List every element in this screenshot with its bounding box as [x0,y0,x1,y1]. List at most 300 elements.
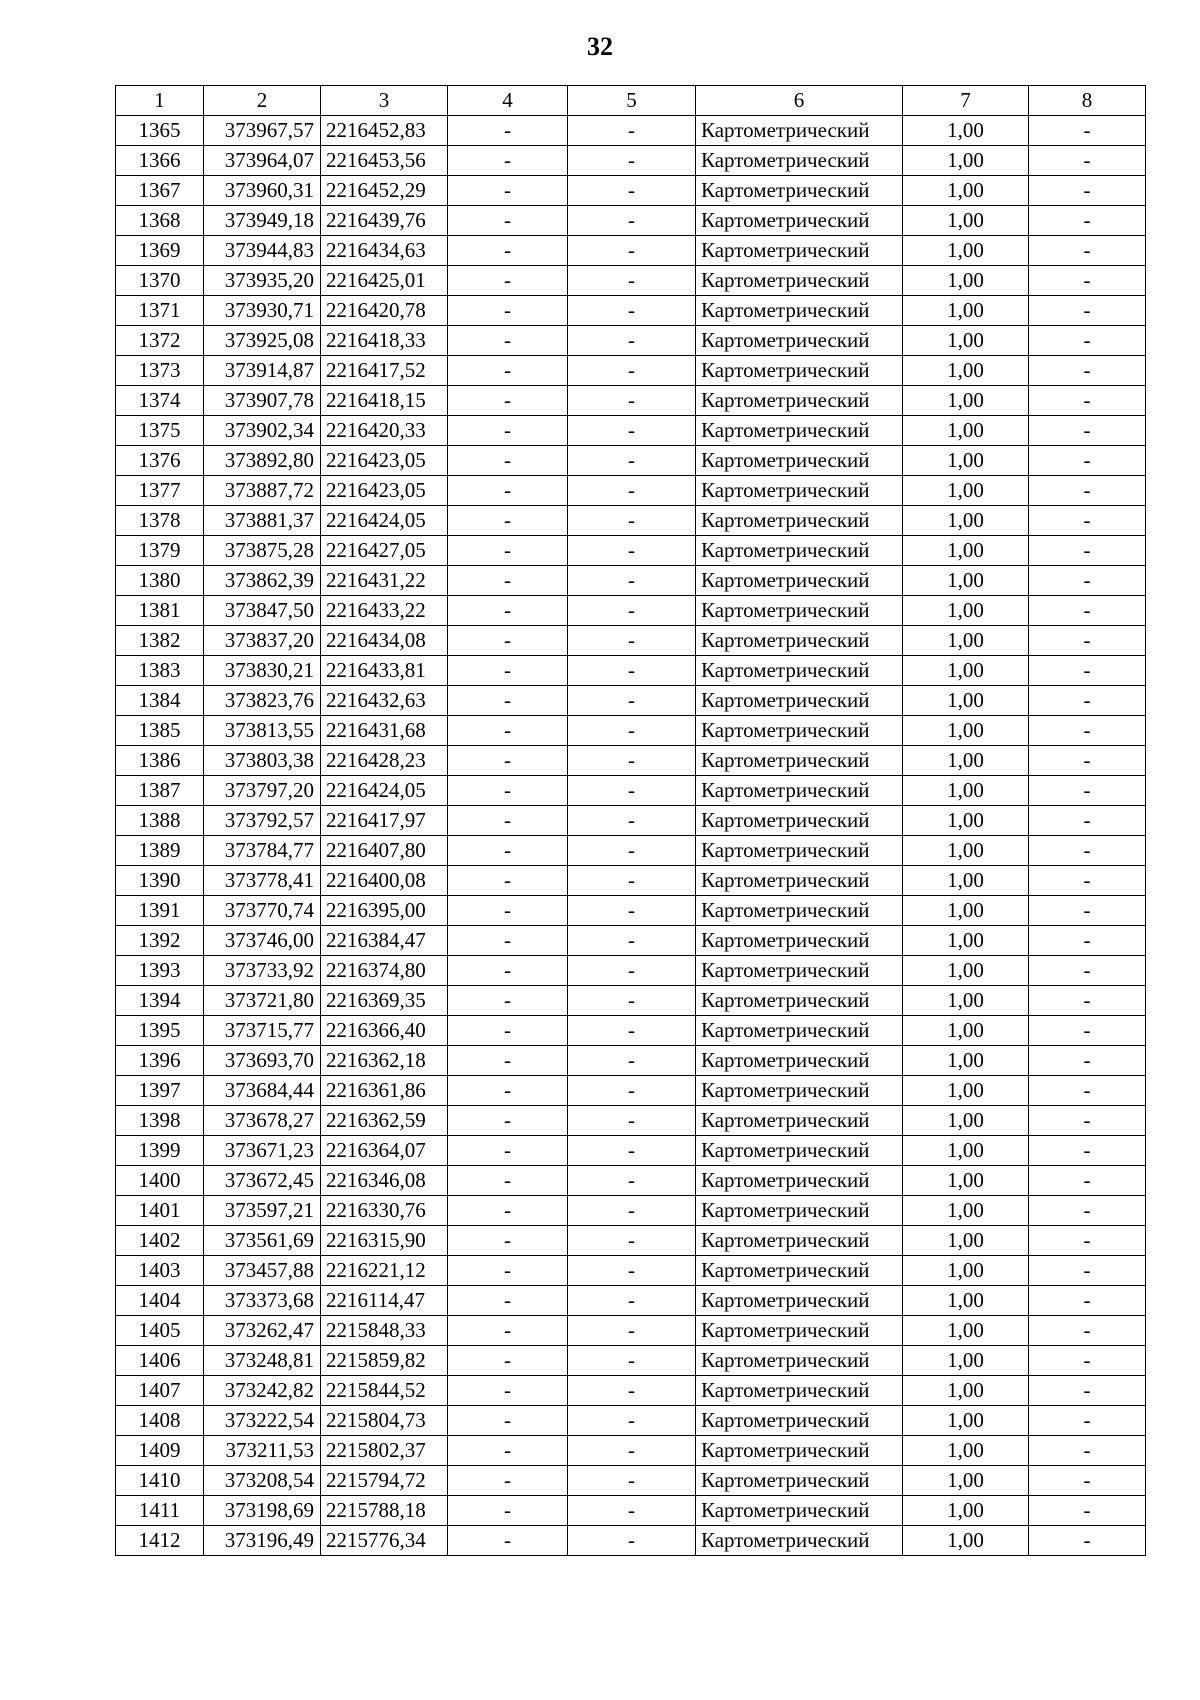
col4-cell: - [448,866,568,896]
x-coordinate-cell: 373792,57 [204,806,321,836]
col4-cell: - [448,1076,568,1106]
method-cell: Картометрический [696,1346,903,1376]
table-row [116,1406,1146,1436]
x-coordinate-cell: 373248,81 [204,1346,321,1376]
point-number-cell: 1375 [116,416,204,446]
col4-cell: - [448,1376,568,1406]
accuracy-cell: 1,00 [903,896,1029,926]
y-coordinate-cell: 2216424,05 [321,506,448,536]
table-row [116,1106,1146,1136]
x-coordinate-cell: 373242,82 [204,1376,321,1406]
point-number-cell: 1389 [116,836,204,866]
table-row [116,1256,1146,1286]
col8-cell: - [1029,1526,1146,1556]
method-cell: Картометрический [696,386,903,416]
col4-cell: - [448,1046,568,1076]
method-cell: Картометрический [696,656,903,686]
col4-cell: - [448,446,568,476]
method-cell: Картометрический [696,266,903,296]
col4-cell: - [448,146,568,176]
x-coordinate-cell: 373887,72 [204,476,321,506]
method-cell: Картометрический [696,1226,903,1256]
point-number-cell: 1373 [116,356,204,386]
y-coordinate-cell: 2216453,56 [321,146,448,176]
point-number-cell: 1371 [116,296,204,326]
point-number-cell: 1366 [116,146,204,176]
col5-cell: - [568,1526,696,1556]
col5-cell: - [568,626,696,656]
point-number-cell: 1390 [116,866,204,896]
x-coordinate-cell: 373778,41 [204,866,321,896]
accuracy-cell: 1,00 [903,716,1029,746]
y-coordinate-cell: 2216420,33 [321,416,448,446]
x-coordinate-cell: 373830,21 [204,656,321,686]
table-row [116,896,1146,926]
accuracy-cell: 1,00 [903,1136,1029,1166]
col5-cell: - [568,1166,696,1196]
x-coordinate-cell: 373457,88 [204,1256,321,1286]
col5-cell: - [568,1256,696,1286]
col5-cell: - [568,896,696,926]
col4-cell: - [448,266,568,296]
y-coordinate-cell: 2216439,76 [321,206,448,236]
x-coordinate-cell: 373222,54 [204,1406,321,1436]
col5-cell: - [568,536,696,566]
method-cell: Картометрический [696,686,903,716]
table-row [116,1436,1146,1466]
x-coordinate-cell: 373964,07 [204,146,321,176]
y-coordinate-cell: 2216433,81 [321,656,448,686]
x-coordinate-cell: 373561,69 [204,1226,321,1256]
table-row [116,1346,1146,1376]
table-row [116,776,1146,806]
col5-cell: - [568,476,696,506]
col4-cell: - [448,686,568,716]
point-number-cell: 1403 [116,1256,204,1286]
accuracy-cell: 1,00 [903,266,1029,296]
col4-cell: - [448,476,568,506]
accuracy-cell: 1,00 [903,1316,1029,1346]
y-coordinate-cell: 2216452,29 [321,176,448,206]
col4-cell: - [448,416,568,446]
point-number-cell: 1369 [116,236,204,266]
table-row [116,1526,1146,1556]
col4-cell: - [448,296,568,326]
point-number-cell: 1408 [116,1406,204,1436]
col8-cell: - [1029,236,1146,266]
col5-cell: - [568,326,696,356]
method-cell: Картометрический [696,1526,903,1556]
col8-cell: - [1029,416,1146,446]
header-cell: 8 [1029,86,1146,116]
accuracy-cell: 1,00 [903,1526,1029,1556]
method-cell: Картометрический [696,1286,903,1316]
point-number-cell: 1383 [116,656,204,686]
y-coordinate-cell: 2216423,05 [321,476,448,506]
col8-cell: - [1029,386,1146,416]
x-coordinate-cell: 373892,80 [204,446,321,476]
y-coordinate-cell: 2216364,07 [321,1136,448,1166]
col8-cell: - [1029,266,1146,296]
col8-cell: - [1029,686,1146,716]
col4-cell: - [448,236,568,266]
accuracy-cell: 1,00 [903,746,1029,776]
col4-cell: - [448,836,568,866]
col8-cell: - [1029,356,1146,386]
col5-cell: - [568,956,696,986]
col5-cell: - [568,1286,696,1316]
x-coordinate-cell: 373914,87 [204,356,321,386]
point-number-cell: 1391 [116,896,204,926]
col4-cell: - [448,806,568,836]
col5-cell: - [568,1496,696,1526]
col4-cell: - [448,656,568,686]
table-row [116,1046,1146,1076]
col8-cell: - [1029,1376,1146,1406]
x-coordinate-cell: 373944,83 [204,236,321,266]
col4-cell: - [448,1106,568,1136]
col4-cell: - [448,1196,568,1226]
accuracy-cell: 1,00 [903,506,1029,536]
table-row [116,1376,1146,1406]
table-row [116,176,1146,206]
table-row [116,506,1146,536]
y-coordinate-cell: 2216432,63 [321,686,448,716]
col8-cell: - [1029,1256,1146,1286]
point-number-cell: 1381 [116,596,204,626]
accuracy-cell: 1,00 [903,446,1029,476]
col4-cell: - [448,1226,568,1256]
method-cell: Картометрический [696,896,903,926]
point-number-cell: 1398 [116,1106,204,1136]
method-cell: Картометрический [696,1136,903,1166]
col5-cell: - [568,1076,696,1106]
col5-cell: - [568,686,696,716]
col4-cell: - [448,536,568,566]
table-row [116,116,1146,146]
col5-cell: - [568,776,696,806]
table-header [116,86,1146,116]
table-row [116,1466,1146,1496]
table-row [116,1166,1146,1196]
y-coordinate-cell: 2216434,63 [321,236,448,266]
x-coordinate-cell: 373960,31 [204,176,321,206]
col8-cell: - [1029,1436,1146,1466]
y-coordinate-cell: 2216417,52 [321,356,448,386]
y-coordinate-cell: 2215859,82 [321,1346,448,1376]
y-coordinate-cell: 2216407,80 [321,836,448,866]
col4-cell: - [448,1286,568,1316]
y-coordinate-cell: 2216427,05 [321,536,448,566]
point-number-cell: 1376 [116,446,204,476]
col8-cell: - [1029,596,1146,626]
header-cell: 2 [204,86,321,116]
y-coordinate-cell: 2216362,18 [321,1046,448,1076]
col5-cell: - [568,566,696,596]
x-coordinate-cell: 373907,78 [204,386,321,416]
col5-cell: - [568,176,696,206]
coordinates-table [115,85,1146,1556]
page-number: 32 [587,32,613,61]
y-coordinate-cell: 2216420,78 [321,296,448,326]
accuracy-cell: 1,00 [903,236,1029,266]
accuracy-cell: 1,00 [903,116,1029,146]
accuracy-cell: 1,00 [903,1046,1029,1076]
y-coordinate-cell: 2216361,86 [321,1076,448,1106]
table-row [116,1016,1146,1046]
accuracy-cell: 1,00 [903,536,1029,566]
table-row [116,206,1146,236]
method-cell: Картометрический [696,1046,903,1076]
col8-cell: - [1029,866,1146,896]
col4-cell: - [448,1256,568,1286]
col5-cell: - [568,446,696,476]
col4-cell: - [448,1166,568,1196]
col8-cell: - [1029,1046,1146,1076]
col5-cell: - [568,1226,696,1256]
point-number-cell: 1379 [116,536,204,566]
col8-cell: - [1029,1406,1146,1436]
accuracy-cell: 1,00 [903,1196,1029,1226]
x-coordinate-cell: 373784,77 [204,836,321,866]
method-cell: Картометрический [696,1196,903,1226]
y-coordinate-cell: 2216452,83 [321,116,448,146]
accuracy-cell: 1,00 [903,386,1029,416]
accuracy-cell: 1,00 [903,836,1029,866]
col8-cell: - [1029,566,1146,596]
method-cell: Картометрический [696,746,903,776]
method-cell: Картометрический [696,476,903,506]
accuracy-cell: 1,00 [903,1166,1029,1196]
col5-cell: - [568,506,696,536]
point-number-cell: 1410 [116,1466,204,1496]
col4-cell: - [448,116,568,146]
col5-cell: - [568,656,696,686]
point-number-cell: 1374 [116,386,204,416]
accuracy-cell: 1,00 [903,566,1029,596]
method-cell: Картометрический [696,416,903,446]
col5-cell: - [568,866,696,896]
y-coordinate-cell: 2215804,73 [321,1406,448,1436]
point-number-cell: 1401 [116,1196,204,1226]
col4-cell: - [448,206,568,236]
col5-cell: - [568,116,696,146]
accuracy-cell: 1,00 [903,626,1029,656]
table-row [116,266,1146,296]
x-coordinate-cell: 373693,70 [204,1046,321,1076]
col4-cell: - [448,176,568,206]
method-cell: Картометрический [696,926,903,956]
x-coordinate-cell: 373208,54 [204,1466,321,1496]
col8-cell: - [1029,176,1146,206]
method-cell: Картометрический [696,986,903,1016]
col4-cell: - [448,926,568,956]
col4-cell: - [448,896,568,926]
accuracy-cell: 1,00 [903,866,1029,896]
accuracy-cell: 1,00 [903,596,1029,626]
table-row [116,866,1146,896]
method-cell: Картометрический [696,1076,903,1106]
col4-cell: - [448,776,568,806]
col4-cell: - [448,626,568,656]
col8-cell: - [1029,656,1146,686]
x-coordinate-cell: 373262,47 [204,1316,321,1346]
y-coordinate-cell: 2216221,12 [321,1256,448,1286]
col8-cell: - [1029,446,1146,476]
method-cell: Картометрический [696,866,903,896]
y-coordinate-cell: 2216330,76 [321,1196,448,1226]
col8-cell: - [1029,776,1146,806]
point-number-cell: 1406 [116,1346,204,1376]
col4-cell: - [448,596,568,626]
method-cell: Картометрический [696,116,903,146]
col8-cell: - [1029,326,1146,356]
point-number-cell: 1399 [116,1136,204,1166]
y-coordinate-cell: 2216369,35 [321,986,448,1016]
point-number-cell: 1411 [116,1496,204,1526]
table-row [116,446,1146,476]
y-coordinate-cell: 2215844,52 [321,1376,448,1406]
table-row [116,476,1146,506]
method-cell: Картометрический [696,1376,903,1406]
col4-cell: - [448,1316,568,1346]
col5-cell: - [568,236,696,266]
accuracy-cell: 1,00 [903,1346,1029,1376]
point-number-cell: 1365 [116,116,204,146]
method-cell: Картометрический [696,1466,903,1496]
col5-cell: - [568,206,696,236]
point-number-cell: 1387 [116,776,204,806]
col4-cell: - [448,1466,568,1496]
table-row [116,746,1146,776]
col8-cell: - [1029,716,1146,746]
col5-cell: - [568,1406,696,1436]
header-cell: 4 [448,86,568,116]
col5-cell: - [568,716,696,746]
y-coordinate-cell: 2216362,59 [321,1106,448,1136]
point-number-cell: 1395 [116,1016,204,1046]
table-body [116,116,1146,1556]
table-row [116,836,1146,866]
accuracy-cell: 1,00 [903,1286,1029,1316]
x-coordinate-cell: 373875,28 [204,536,321,566]
col8-cell: - [1029,116,1146,146]
accuracy-cell: 1,00 [903,1376,1029,1406]
accuracy-cell: 1,00 [903,326,1029,356]
col5-cell: - [568,1466,696,1496]
accuracy-cell: 1,00 [903,686,1029,716]
x-coordinate-cell: 373813,55 [204,716,321,746]
header-cell: 3 [321,86,448,116]
col4-cell: - [448,1406,568,1436]
col5-cell: - [568,1346,696,1376]
col8-cell: - [1029,146,1146,176]
col8-cell: - [1029,1286,1146,1316]
col5-cell: - [568,746,696,776]
col8-cell: - [1029,896,1146,926]
point-number-cell: 1378 [116,506,204,536]
method-cell: Картометрический [696,566,903,596]
method-cell: Картометрический [696,596,903,626]
y-coordinate-cell: 2216418,33 [321,326,448,356]
method-cell: Картометрический [696,1256,903,1286]
point-number-cell: 1367 [116,176,204,206]
accuracy-cell: 1,00 [903,1406,1029,1436]
method-cell: Картометрический [696,176,903,206]
col4-cell: - [448,386,568,416]
method-cell: Картометрический [696,776,903,806]
y-coordinate-cell: 2216433,22 [321,596,448,626]
accuracy-cell: 1,00 [903,476,1029,506]
method-cell: Картометрический [696,956,903,986]
col4-cell: - [448,566,568,596]
method-cell: Картометрический [696,146,903,176]
col8-cell: - [1029,1466,1146,1496]
y-coordinate-cell: 2216431,68 [321,716,448,746]
point-number-cell: 1388 [116,806,204,836]
col8-cell: - [1029,1016,1146,1046]
table-row [116,1196,1146,1226]
accuracy-cell: 1,00 [903,1496,1029,1526]
y-coordinate-cell: 2215776,34 [321,1526,448,1556]
col4-cell: - [448,956,568,986]
table-row [116,536,1146,566]
y-coordinate-cell: 2215802,37 [321,1436,448,1466]
col8-cell: - [1029,806,1146,836]
table-row [116,716,1146,746]
x-coordinate-cell: 373935,20 [204,266,321,296]
table-row [116,1226,1146,1256]
x-coordinate-cell: 373881,37 [204,506,321,536]
method-cell: Картометрический [696,326,903,356]
x-coordinate-cell: 373797,20 [204,776,321,806]
col4-cell: - [448,1136,568,1166]
method-cell: Картометрический [696,836,903,866]
col5-cell: - [568,146,696,176]
x-coordinate-cell: 373847,50 [204,596,321,626]
header-cell: 5 [568,86,696,116]
x-coordinate-cell: 373733,92 [204,956,321,986]
point-number-cell: 1370 [116,266,204,296]
method-cell: Картометрический [696,1436,903,1466]
col5-cell: - [568,1376,696,1406]
x-coordinate-cell: 373715,77 [204,1016,321,1046]
point-number-cell: 1412 [116,1526,204,1556]
point-number-cell: 1407 [116,1376,204,1406]
col8-cell: - [1029,836,1146,866]
x-coordinate-cell: 373198,69 [204,1496,321,1526]
y-coordinate-cell: 2216384,47 [321,926,448,956]
x-coordinate-cell: 373373,68 [204,1286,321,1316]
table-row [116,596,1146,626]
x-coordinate-cell: 373949,18 [204,206,321,236]
method-cell: Картометрический [696,356,903,386]
y-coordinate-cell: 2215848,33 [321,1316,448,1346]
accuracy-cell: 1,00 [903,656,1029,686]
x-coordinate-cell: 373672,45 [204,1166,321,1196]
col4-cell: - [448,356,568,386]
accuracy-cell: 1,00 [903,206,1029,236]
header-cell: 1 [116,86,204,116]
col8-cell: - [1029,1346,1146,1376]
point-number-cell: 1405 [116,1316,204,1346]
x-coordinate-cell: 373196,49 [204,1526,321,1556]
table-row [116,686,1146,716]
accuracy-cell: 1,00 [903,146,1029,176]
col8-cell: - [1029,506,1146,536]
x-coordinate-cell: 373721,80 [204,986,321,1016]
point-number-cell: 1402 [116,1226,204,1256]
